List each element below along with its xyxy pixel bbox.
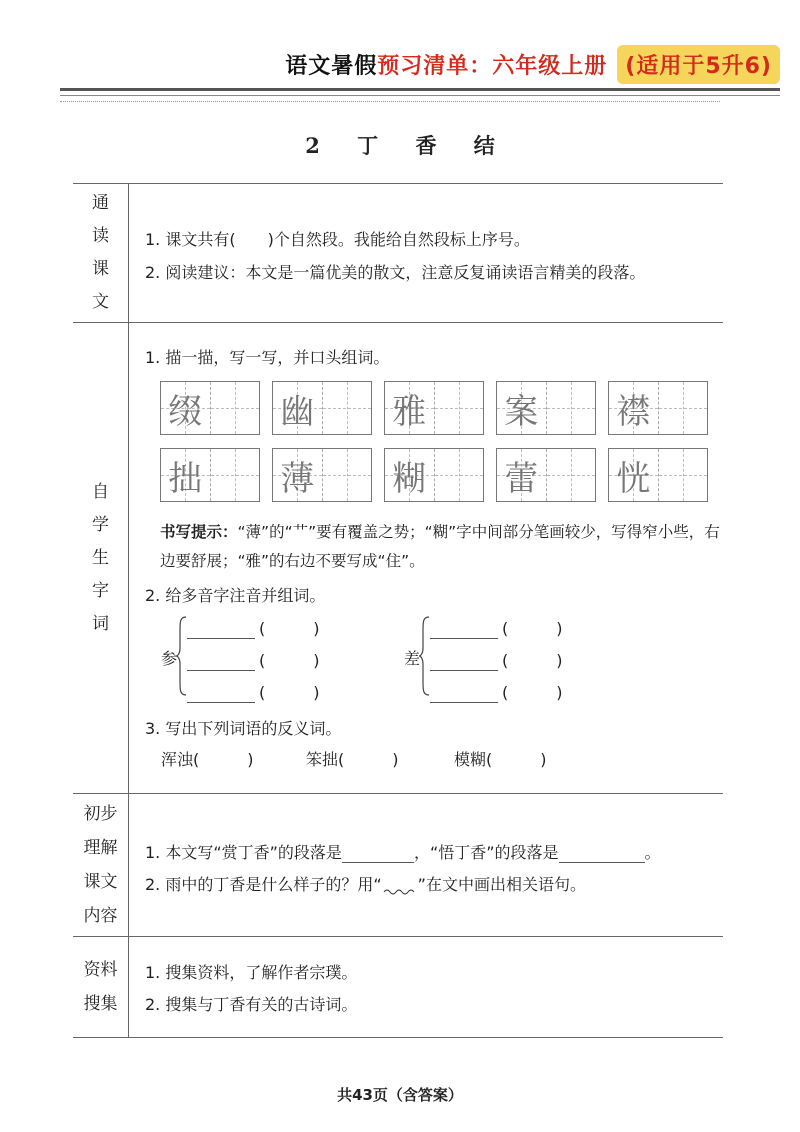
char-box[interactable]: 拙 xyxy=(160,448,260,502)
lesson-number: 2 xyxy=(305,133,320,158)
understand-item-2: 2. 雨中的丁香是什么样子的？用“ ”在文中画出相关语句。 xyxy=(145,875,586,894)
title-char: 香 xyxy=(415,133,437,158)
row-label: 自 学 生 字 词 xyxy=(73,323,129,793)
self-q3: 3. 写出下列词语的反义词。 xyxy=(145,719,342,738)
row-understand xyxy=(73,794,723,937)
row-material xyxy=(73,937,723,1038)
dotted-divider xyxy=(60,101,720,102)
answer-blank[interactable] xyxy=(559,846,645,863)
polyphone-char: 参 xyxy=(161,649,178,668)
grade-badge: (适用于5升6) xyxy=(617,45,780,84)
row-label: 通 读 课 文 xyxy=(73,184,129,322)
char-box[interactable]: 蕾 xyxy=(496,448,596,502)
page-footer: 共43页（含答案） xyxy=(337,1086,463,1104)
read-item-1: 1. 课文共有( )个自然段。我能给自然段标上序号。 xyxy=(145,230,530,249)
row-self-study xyxy=(73,323,723,794)
char-box[interactable]: 幽 xyxy=(272,381,372,435)
self-q1: 1. 描一描，写一写，并口头组词。 xyxy=(145,348,390,367)
antonym-item[interactable]: 笨拙( ) xyxy=(306,750,399,769)
word-paren[interactable]: ( ) xyxy=(259,619,320,638)
preview-table xyxy=(73,183,723,1038)
word-paren[interactable]: ( ) xyxy=(502,683,563,702)
title-char: 结 xyxy=(473,133,495,158)
antonym-item[interactable]: 浑浊( ) xyxy=(161,750,254,769)
word-paren[interactable]: ( ) xyxy=(259,683,320,702)
tip-label: 书写提示： xyxy=(160,523,238,541)
material-item-1: 1. 搜集资料，了解作者宗璞。 xyxy=(145,963,358,982)
char-box[interactable]: 糊 xyxy=(384,448,484,502)
wavy-underline-icon xyxy=(382,879,418,895)
word-paren[interactable]: ( ) xyxy=(502,619,563,638)
read-item-2: 2. 阅读建议：本文是一篇优美的散文，注意反复诵读语言精美的段落。 xyxy=(145,263,646,282)
polyphone-char: 差 xyxy=(404,649,421,668)
char-box[interactable]: 案 xyxy=(496,381,596,435)
char-box[interactable]: 恍 xyxy=(608,448,708,502)
lesson-title xyxy=(0,130,800,160)
char-box[interactable]: 雅 xyxy=(384,381,484,435)
char-box[interactable]: 襟 xyxy=(608,381,708,435)
material-item-2: 2. 搜集与丁香有关的古诗词。 xyxy=(145,995,358,1014)
row-label: 初步 理解 课文 内容 xyxy=(73,794,129,936)
tip-text: “薄”的“艹”要有覆盖之势；“糊”字中间部分笔画较少，写得窄小些，右边要舒展；“雅”的右边不要写成“住”。 xyxy=(160,523,720,570)
answer-blank[interactable] xyxy=(342,846,414,863)
antonym-item[interactable]: 模糊( ) xyxy=(454,750,547,769)
row-read-text xyxy=(73,184,723,323)
word-paren[interactable]: ( ) xyxy=(502,651,563,670)
header-title: 预习清单：六年级上册 xyxy=(377,53,608,79)
page-header xyxy=(285,44,780,84)
char-box[interactable]: 薄 xyxy=(272,448,372,502)
header-rule-thin xyxy=(60,95,780,96)
header-rule xyxy=(60,88,780,91)
self-q2: 2. 给多音字注音并组词。 xyxy=(145,586,326,605)
word-paren[interactable]: ( ) xyxy=(259,651,320,670)
row-label: 资料 搜集 xyxy=(73,937,129,1037)
title-char: 丁 xyxy=(357,133,379,158)
header-prefix: 语文暑假 xyxy=(285,53,378,79)
understand-item-1: 1. 本文写“赏丁香”的段落是 ，“悟丁香”的段落是 。 xyxy=(145,843,661,862)
char-box[interactable]: 缀 xyxy=(160,381,260,435)
